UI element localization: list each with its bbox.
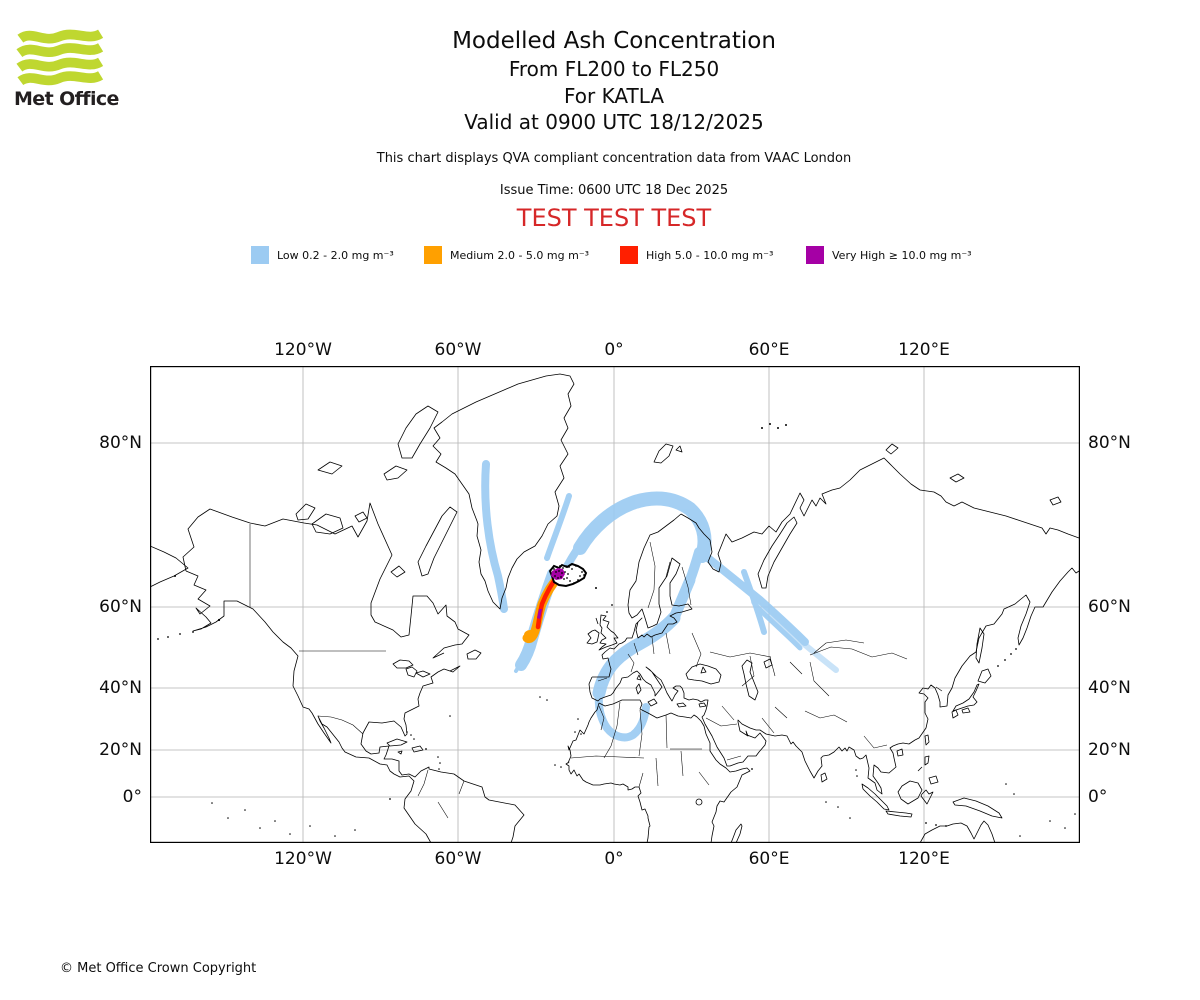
legend-label-high: High 5.0 - 10.0 mg m⁻³ (646, 249, 774, 262)
legend-label-low: Low 0.2 - 2.0 mg m⁻³ (277, 249, 394, 262)
axis-label-right-20n: 20°N (1088, 740, 1131, 760)
subtitle-valid-time: Valid at 0900 UTC 18/12/2025 (464, 110, 764, 134)
medium-swatch-icon (424, 246, 442, 264)
axis-label-top-60e: 60°E (748, 340, 790, 360)
axis-label-bottom-120w: 120°W (274, 849, 332, 869)
small-island-dots (157, 423, 1076, 837)
qva-note: This chart displays QVA compliant concentration data from VAAC London (376, 150, 852, 166)
ash-plume-low (485, 464, 836, 737)
axis-label-left-60n: 60°N (99, 597, 142, 617)
subtitle-volcano: For KATLA (564, 83, 664, 108)
axis-label-right-60n: 60°N (1088, 597, 1131, 617)
logo-waves-icon (15, 28, 105, 86)
header (149, 26, 1079, 232)
coastlines (150, 374, 1079, 843)
axis-label-left-80n: 80°N (99, 433, 142, 453)
axis-label-top-0: 0° (604, 340, 624, 360)
logo-brand-text: Met Office (14, 88, 119, 110)
axis-label-bottom-60w: 60°W (434, 849, 482, 869)
axis-label-bottom-0: 0° (604, 849, 624, 869)
page-title: Modelled Ash Concentration (452, 28, 776, 54)
axis-label-bottom-60e: 60°E (748, 849, 790, 869)
subtitle-flight-levels: From FL200 to FL250 (508, 57, 720, 81)
axis-label-right-40n: 40°N (1088, 678, 1131, 698)
map-frame (151, 367, 1080, 843)
axis-label-left-20n: 20°N (99, 740, 142, 760)
axis-label-top-120e: 120°E (898, 340, 950, 360)
axis-label-right-0: 0° (1088, 787, 1108, 807)
axis-label-bottom-120e: 120°E (898, 849, 950, 869)
axis-label-top-120w: 120°W (274, 340, 332, 360)
grid-lines (150, 366, 1080, 843)
legend-label-very-high: Very High ≥ 10.0 mg m⁻³ (832, 249, 972, 262)
issue-time: Issue Time: 0600 UTC 18 Dec 2025 (499, 182, 729, 198)
legend-label-medium: Medium 2.0 - 5.0 mg m⁻³ (450, 249, 590, 262)
test-watermark: TEST TEST TEST (516, 203, 712, 232)
iceland-island (550, 564, 586, 586)
map-canvas (150, 366, 1080, 843)
axis-label-left-0: 0° (122, 787, 142, 807)
high-swatch-icon (620, 246, 638, 264)
low-swatch-icon (251, 246, 269, 264)
axis-label-right-80n: 80°N (1088, 433, 1131, 453)
met-office-logo-icon (15, 28, 105, 86)
axis-label-left-40n: 40°N (99, 678, 142, 698)
very-high-swatch-icon (806, 246, 824, 264)
copyright-text: © Met Office Crown Copyright (60, 961, 257, 976)
axis-label-top-60w: 60°W (434, 340, 482, 360)
